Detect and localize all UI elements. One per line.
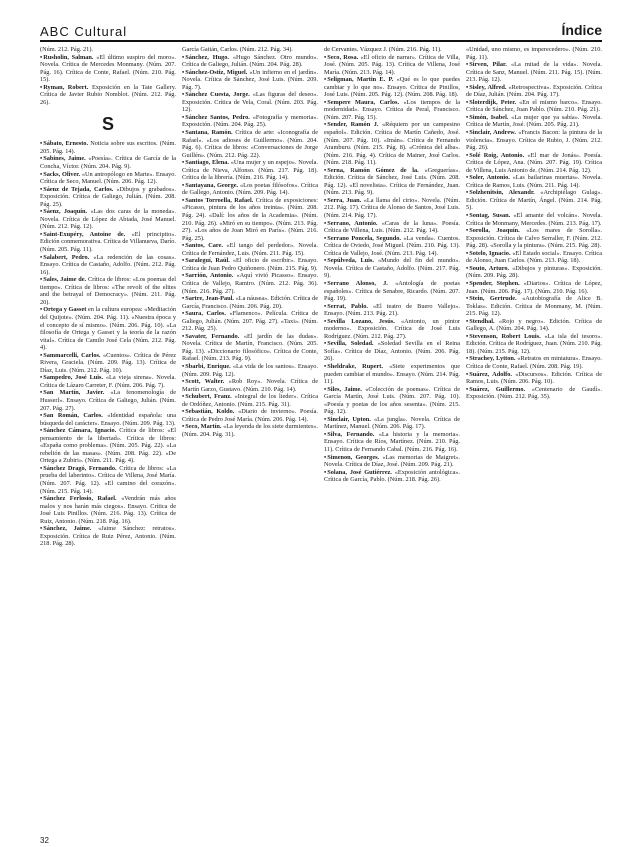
- entry-heading: Santos Torroella, Rafael.: [185, 196, 254, 204]
- index-entry: [40, 208, 176, 231]
- entry-heading: Saint-Exupéry, Antoine de.: [43, 230, 126, 238]
- entry-heading: Sisley, Alfred.: [469, 83, 507, 91]
- entry-heading: Simenon, Georges.: [327, 453, 380, 461]
- entry-text: «Archipiélago Gulag». Edición. Crítica de Martín, Ángel. (Núm. 214. Pág. 5).: [466, 189, 602, 212]
- entry-heading: Sloterdijk, Peter.: [469, 98, 517, 106]
- index-entry: [40, 84, 176, 107]
- entry-text: «Las memorias de Maigret». Novela. Crítica de Díaz, José. (Núm. 209. Pág. 21).: [324, 453, 460, 469]
- entry-heading: San Román, Carlos.: [43, 412, 103, 420]
- index-entry: [466, 386, 602, 401]
- entry-text: Crítica de libros: «El pensamiento de la libertad». Crítica de libros: «España como problema». (Núm. 205. Pág. 22). «La rebelión de las masas». (Núm. 208. Pág. 22). «De Ortega a Zubiri». (Núm. 211. Pág. 4).: [40, 427, 176, 465]
- entry-text: «Dibujos y pinturas». Exposición. (Núm. 209. Pág. 28).: [466, 264, 602, 280]
- index-entry: [466, 174, 602, 189]
- entry-text: «Dibujos y grabados». Exposición. Crítica de Galiego, Julián. (Núm. 208. Pág. 25).: [40, 185, 176, 208]
- entry-text: «Francis Bacon: la pintura de la violencia». Ensayo. Crítica de Rubio, J. (Núm. 212. Pág. 26).: [466, 129, 602, 152]
- entry-text: «El último suspiro del moro». Novela. Crítica de Mercedes Monmany. (Núm. 207. Pág. 16). Crítica de Conte, Rafael. (Núm. 210. Pág. 15).: [40, 53, 176, 84]
- entry-text: «Qué es lo que puedes cambiar y lo que no». Ensayo. Crítica de Pinillos, José Luis. (Núm. 205. Pág. 12). (Núm. 208. Pág. 18).: [324, 76, 460, 99]
- index-entry: [40, 140, 176, 155]
- entry-heading: Santos, Care.: [185, 242, 223, 250]
- index-entry: [40, 352, 176, 375]
- entry-heading: Sáenz de Tejada, Carlos.: [43, 185, 114, 193]
- entry-heading: Sánchez Santos, Pedro.: [185, 113, 250, 121]
- entry-text: Crítica de libros: «Los poemas del tiempo». Crítica de libros: «The revolt of the elites and the betrayal of Democracy». (Núm. 211. Pág. 20).: [40, 276, 176, 306]
- entry-text: «Jaime Sánchez: retratos». Exposición. Crítica de Ruiz Pérez, Antonio. (Núm. 218. Pág. 28).: [40, 525, 176, 548]
- entry-text: Exposición en la Tate Gallery. Crítica de Javier Rubio Nomblot. (Núm. 212. Pág. 26).: [40, 83, 176, 106]
- index-column-3: [324, 46, 460, 832]
- index-entry: [182, 333, 318, 363]
- entry-text: García Gaitán, Carlos. (Núm. 212. Pág. 34).: [182, 46, 293, 53]
- entry-heading: Sánchez Dragó, Fernando.: [43, 464, 117, 472]
- entry-text: «Réquiem por un campesino español». Edición. Crítica de Martín Cañedo, José. (Núm. 207. Pág. 10). «Imán». Crítica de Fernando Aramburu. (Núm. 215. Pág. 8). «Crónica del alba». (Núm. 216. Pág. 4). Crítica de Mainer, José Carlos. (Núm. 218. Pág. 11).: [324, 121, 460, 167]
- index-entry: [324, 121, 460, 166]
- index-entry: [40, 231, 176, 254]
- entry-heading: Strachey, Lytton.: [469, 355, 516, 363]
- index-entry: [324, 54, 460, 77]
- entry-heading: Sampedro, José Luis.: [43, 374, 104, 382]
- header-rule: [40, 40, 602, 42]
- entry-heading: Sirven, Pilar.: [469, 61, 507, 69]
- entry-heading: Siles, Jaime.: [327, 385, 362, 393]
- index-entry: [182, 182, 318, 197]
- index-entry-continuation: [466, 46, 602, 61]
- entry-heading: Stevenson, Robert Louis.: [469, 332, 541, 340]
- index-entry: [466, 227, 602, 250]
- index-entry: [466, 61, 602, 84]
- index-entry: [466, 152, 602, 175]
- entry-heading: Sender, Ramón J.: [327, 121, 379, 129]
- entry-heading: Sepúlveda, Luis.: [327, 257, 374, 265]
- entry-text: «Caras de la luna». Poesía. Crítica de Villena, Luis. (Núm. 212. Pág. 14).: [324, 219, 460, 235]
- index-entry: [40, 465, 176, 495]
- index-entry: [40, 525, 176, 548]
- entry-text: «Diario de invierno». Poesía. Crítica de Pedro José María. (Núm. 206. Pág. 14).: [182, 408, 318, 423]
- entry-text: «El oficio de narrar». Crítica de Villa, José. (Núm. 205. Pág. 13). Crítica de Villena, José María. (Núm. 213. Pág. 14).: [324, 53, 460, 76]
- entry-heading: Serra, Juan.: [327, 196, 362, 204]
- index-entry: [466, 129, 602, 152]
- entry-text: «La redención de las cosas». Ensayo. Crítica de Castaño, Adolfo. (Núm. 212. Pág. 16).: [40, 253, 176, 276]
- index-entry: [182, 197, 318, 242]
- index-entry: [466, 212, 602, 227]
- entry-text: «Integral de los lieder». Crítica de Ordóñez, Antonio. (Núm. 215. Pág. 31).: [182, 393, 318, 408]
- entry-heading: Simón, Isabel.: [469, 113, 509, 121]
- index-entry: [40, 495, 176, 525]
- entry-text: (Núm. 212. Pág. 21).: [40, 46, 93, 53]
- entry-text: «La leyenda de los siete durmientes». (Núm. 204. Pág. 31).: [182, 423, 318, 438]
- entry-heading: Seligman, Martin E. P.: [327, 76, 394, 84]
- index-entry: [324, 386, 460, 416]
- entry-text: «Fotografía y memoria». Exposición. (Núm. 204. Pág. 25).: [182, 113, 318, 129]
- entry-text: de Cervantes. Vázquez J. (Núm. 216. Pág. 11).: [324, 46, 442, 53]
- index-entry: [40, 306, 176, 351]
- entry-heading: Suárez, Adolfo.: [469, 370, 512, 378]
- entry-heading: Sartre, Jean-Paul.: [185, 295, 234, 303]
- index-entry: [40, 186, 176, 209]
- index-entry: [466, 355, 602, 370]
- entry-text: «La vieja sirena». Novela. Crítica de Lázaro Carreter, F. (Núm. 206. Pág. 7).: [40, 374, 176, 389]
- entry-heading: Sorolla, Joaquín.: [469, 227, 520, 235]
- index-columns: [40, 46, 602, 832]
- index-entry: [182, 129, 318, 159]
- entry-heading: Suárez, Guillermo.: [469, 385, 526, 393]
- index-entry: [182, 272, 318, 295]
- entry-text: «Diarios». Crítica de López, Juan. (Núm. 206. Pág. 17). (Núm. 210. Pág. 16).: [466, 279, 602, 295]
- index-entry: [324, 431, 460, 454]
- entry-text: «En el mismo barco». Ensayo. Crítica de Sánchez, Juan Pablo. (Núm. 210. Pág. 21).: [466, 98, 602, 114]
- entry-text: «La venda». Cuentos. Crítica de Oviedo, José Miguel. (Núm. 210. Pág. 13). Crítica de Vallejo, José. (Núm. 213. Pág. 14).: [324, 234, 460, 257]
- entry-heading: San Martín, Javier.: [43, 389, 105, 397]
- entry-heading: Souto, Arturo.: [469, 264, 510, 272]
- entry-heading: Stendhal.: [469, 317, 495, 325]
- entry-heading: Sevilla Lozano, Jesús.: [327, 317, 395, 325]
- index-entry: [40, 254, 176, 277]
- index-entry: [40, 374, 176, 389]
- entry-text: «Mundo del fin del mundo». Novela. Crítica de Castaño, Adolfo. (Núm. 217. Pág. 9).: [324, 257, 460, 280]
- entry-text: «Exposición antológica». Crítica de García, Pablo. (Núm. 218. Pág. 26).: [324, 468, 460, 484]
- index-entry: [324, 416, 460, 431]
- entry-text: «Greguerías». Edición. Crítica de Sánchez, José Luis. (Núm. 208. Pág. 12). «El novelista». Crítica de Fernández, Juan. (Núm. 213. Pág. 9).: [324, 166, 460, 197]
- index-title: Índice: [561, 22, 602, 38]
- entry-text: «Centenario de Gaudí». Exposición. (Núm. 212. Pág. 35).: [466, 385, 602, 401]
- entry-text: «Colección de poemas». Crítica de García Martín, José Luis. (Núm. 207. Pág. 10). «Poesía y poetas de los años sesenta». (Núm. 215. Pág. 12).: [324, 385, 460, 416]
- index-entry: [182, 363, 318, 378]
- entry-text: «Soledad Sevilla en el Reina Sofía». Crítica de Díaz, Antonio. (Núm. 206. Pág. 26).: [324, 340, 460, 363]
- entry-text: «Flamenco». Película. Crítica de Galiego, Julián. (Núm. 207. Pág. 27). «Taxi». (Núm. 212. Pág. 25).: [182, 310, 318, 333]
- entry-text: «La vida de los santos». Ensayo. (Núm. 209. Pág. 12).: [182, 362, 318, 378]
- entry-text: «Un antropólogo en Marte». Ensayo. Crítica de Seco, Manuel. (Núm. 206. Pág. 12).: [40, 170, 176, 186]
- page-header: [0, 0, 620, 40]
- entry-text: «La mitad de la vida». Novela. Crítica de Sanz, Manuel. (Núm. 211. Pág. 15). (Núm. 213. Pág. 12).: [466, 61, 602, 84]
- entry-text: «La isla del tesoro». Edición. Crítica de Rodríguez, Juan. (Núm. 210. Pág. 18). (Núm. 215. Pág. 12).: [466, 332, 602, 355]
- entry-heading: Seco, Rosa.: [327, 53, 359, 61]
- index-entry: [324, 454, 460, 469]
- entry-heading: Santiago, Elena.: [185, 159, 229, 167]
- index-entry: [324, 280, 460, 303]
- entry-text: «La mujer que ya sabía». Novela. Crítica de Martín, José. (Núm. 205. Pág. 21).: [466, 113, 602, 129]
- entry-text: Crítica de arte: «Iconografía de Rafael». «Los adioses de Guillermo». (Núm. 204. Pág. 6). Crítica de libros: «Conversaciones de Jorge Guillén». (Núm. 212. Pág. 22).: [182, 129, 318, 159]
- index-entry: [324, 197, 460, 220]
- entry-text: «Antología de poetas españoles». Crítica de Senabre, Ricardo. (Núm. 207. Pág. 19).: [324, 279, 460, 303]
- entry-text: «El mar de Jonás». Poesía. Crítica de López, Ana. (Núm. 207. Pág. 19). Crítica de Villena, Luis Antonio de. (Núm. 214. Pág. 12).: [466, 151, 602, 174]
- entry-heading: Solana, José Gutiérrez.: [327, 468, 392, 476]
- entry-heading: Serrano Alonso, J.: [327, 279, 388, 287]
- entry-heading: Savater, Fernando.: [185, 332, 240, 340]
- entry-heading: Soler, Antonio.: [469, 174, 510, 182]
- entry-heading: Silva, Fernando.: [327, 430, 375, 438]
- entry-text: «Retratos en miniatura». Ensayo. Crítica de Conte, Rafael. (Núm. 208. Pág. 19).: [466, 355, 602, 370]
- index-entry: [182, 159, 318, 182]
- index-entry: [466, 371, 602, 386]
- index-entry: [324, 303, 460, 318]
- entry-heading: Sempere Maura, Carlos.: [327, 98, 400, 106]
- index-entry: [324, 340, 460, 363]
- index-entry: [324, 76, 460, 99]
- entry-text: «Unidad, uno mismo, es imperecedero». (Núm. 210. Pág. 11).: [466, 46, 602, 61]
- entry-heading: Schubert, Franz.: [185, 393, 232, 401]
- entry-heading: Stein, Gertrude.: [469, 295, 517, 303]
- index-entry: [466, 99, 602, 114]
- entry-text: «La llama del cirio». Novela. (Núm. 212. Pág. 17). Crítica de Alonso de Santos, José Luis. (Núm. 214. Pág. 17).: [324, 196, 460, 220]
- index-entry: [40, 427, 176, 465]
- entry-text: «Identidad española: una búsqueda del carácter». Ensayo. (Núm. 209. Pág. 13).: [40, 412, 176, 427]
- index-entry: [324, 257, 460, 280]
- entry-heading: Santana, Ramón.: [185, 129, 233, 137]
- index-entry: [182, 91, 318, 114]
- entry-text: «Las dos caras de la moneda». Novela. Crítica de López de Abiada, José Manuel. (Núm. 212. Pág. 12).: [40, 208, 176, 231]
- entry-text: «Un infierno en el jardín». Novela. Crítica de Sánchez, José Luis. (Núm. 209. Pág. 7).: [182, 68, 318, 91]
- page-number: 32: [40, 836, 49, 845]
- entry-text: en la cultura europea: «Meditación del Quijote». (Núm. 204. Pág. 11). «Nuestra época y el concepto de sí mismo». (Núm. 206. Pág. 10). «La filosofía de Ortega y Gasset y la teoría de la razón vital». Crítica de Camilo José Cela (Núm. 212. Pág. 4).: [40, 306, 176, 352]
- entry-heading: Sáenz, Joaquín.: [43, 208, 88, 216]
- entry-heading: Sammarcelli, Carlos.: [43, 351, 101, 359]
- index-entry: [466, 84, 602, 99]
- entry-heading: Sheldrake, Rupert.: [327, 362, 383, 370]
- index-entry: [182, 295, 318, 310]
- entry-text: «Vendrán más años malos y nos harán más ciegos». Ensayo. Crítica de José Luis Pinillos. (Núm. 216. Pág. 13). Crítica de Ruiz, Antonio. (Núm. 218. Pág. 16).: [40, 495, 176, 525]
- index-entry: [466, 265, 602, 280]
- entry-heading: Serrano, Antonio.: [327, 219, 378, 227]
- index-column-2: [182, 46, 318, 832]
- entry-heading: Sánchez Ferlosio, Rafael.: [43, 495, 117, 503]
- entry-text: «La jungla». Novela. Crítica de Martínez, Manuel. (Núm. 206. Pág. 17).: [324, 415, 460, 431]
- index-entry: [324, 99, 460, 122]
- entry-text: «El oficio de escribir». Ensayo. Crítica de Juan Pedro Quiñonero. (Núm. 215. Pág. 9).: [182, 257, 318, 272]
- index-entry: [40, 54, 176, 84]
- entry-heading: Serrano Poncela, Segundo.: [327, 234, 401, 242]
- entry-text: «Los mares de Sorolla». Exposición. Crítica de Calvo Serraller, F. (Núm. 212. Pág. 28). «Sorolla y la pintura». (Núm. 215. Pág. 28).: [466, 227, 602, 250]
- entry-heading: Scott, Walter.: [185, 378, 225, 386]
- entry-heading: Seco, Martín.: [185, 423, 222, 431]
- entry-text: «El principito». Edición conmemorativa. Crítica de Villanueva, Darío. (Núm. 205. Pág. 11).: [40, 230, 176, 254]
- index-entry-continuation: [40, 46, 176, 54]
- index-entry: [324, 167, 460, 197]
- index-entry: [182, 393, 318, 408]
- index-entry: [466, 295, 602, 318]
- index-entry: [182, 54, 318, 69]
- entry-text: «Rob Roy». Novela. Crítica de Martín Garzo, Gustavo. (Núm. 210. Pág. 14).: [182, 378, 318, 393]
- entry-text: «Retrospectiva». Exposición. Crítica de Díaz, Julián. (Núm. 204. Pág. 17).: [466, 83, 602, 99]
- entry-heading: Saura, Carlos.: [185, 310, 226, 318]
- entry-text: «Las figuras del deseo». Exposición. Crítica de Vela, Coral. (Núm. 203. Pág. 12).: [182, 91, 318, 114]
- entry-text: «Rojo y negro». Edición. Crítica de Gallego, A. (Núm. 204. Pág. 14).: [466, 317, 602, 333]
- index-entry: [182, 423, 318, 438]
- entry-heading: Sebastián, Koldo.: [185, 408, 235, 416]
- section-letter: S: [101, 114, 114, 135]
- entry-text: «Las bailarinas muertas». Novela. Crítica de Ramos, Luis. (Núm. 211. Pág. 14).: [466, 174, 602, 189]
- index-entry: [40, 412, 176, 427]
- entry-heading: Sbarbi, Enrique.: [185, 362, 231, 370]
- entry-heading: Serrat, Pablo.: [327, 302, 368, 310]
- entry-text: «Aquí vivió Picasso». Ensayo. Crítica de Vallejo, Ramiro. (Núm. 212. Pág. 36). (Núm. 216. Pág. 27).: [182, 272, 318, 295]
- entry-text: «Una mujer y un espejo». Novela. Crítica de Nieva, Alfonso. (Núm. 217. Pág. 18). Crítica de la librería. (Núm. 216. Pág. 14).: [182, 159, 318, 182]
- entry-heading: Solzhenitsin, Alexandr.: [469, 189, 535, 197]
- index-entry: [40, 276, 176, 306]
- index-entry: [182, 378, 318, 393]
- entry-text: «El jardín de las dudas». Novela. Crítica de Martín, Francisco. (Núm. 205. Pág. 13). «Diccionario filosófico». Crítica de Conte, Rafael. (Núm. 213. Pág. 9).: [182, 332, 318, 363]
- entry-text: «Antonio, un pintor moderno». Exposición. Crítica de José Luis Rodríguez. (Núm. 212. Pág. 27).: [324, 317, 460, 340]
- entry-heading: Sábato, Ernesto.: [43, 140, 89, 148]
- index-entry: [466, 318, 602, 333]
- entry-text: «El Estado social». Ensayo. Crítica de Alonso, Juan Carlos. (Núm. 213. Pág. 18).: [466, 249, 602, 265]
- index-entry: [466, 189, 602, 212]
- entry-text: Crítica de libros: «La prueba del laberinto». Crítica de Villena, José María. (Núm. 207. Pág. 12). «El camino del corazón». (Núm. 215. Pág. 14).: [40, 464, 176, 495]
- index-entry: [182, 257, 318, 272]
- index-entry: [182, 310, 318, 333]
- entry-text: «Los poetas filósofos». Crítica de Gallego, Antonio. (Núm. 209. Pág. 14).: [182, 181, 318, 197]
- entry-heading: Sevilla, Soledad.: [327, 340, 374, 348]
- index-entry: [324, 220, 460, 235]
- entry-heading: Sarrión, Antonio.: [185, 272, 234, 280]
- entry-text: «El tango del perdedor». Novela. Crítica de Fernández, Luis. (Núm. 211. Pág. 15).: [182, 242, 318, 257]
- entry-heading: Sinclair, Andrew.: [469, 129, 516, 137]
- entry-text: «Poesía». Crítica de García de la Concha, Víctor. (Núm. 204. Pág. 9).: [40, 155, 176, 171]
- entry-heading: Santayana, George.: [185, 181, 239, 189]
- entry-text: Crítica de exposiciones: «Picasso, pintura de los años treinta». (Núm. 208. Pág. 24). «Dalí: los años de la Academia». (Núm. 210. Pág. 26). «Miró en su tiempo». (Núm. 213. Pág. 27). «Los años de Joan Miró en París». (Núm. 216. Pág. 25).: [182, 196, 318, 242]
- entry-text: «Autobiografía de Alice B. Toklas». Edición. Crítica de Monmany, M. (Núm. 215. Pág. 12).: [466, 295, 602, 318]
- index-entry: [182, 242, 318, 257]
- entry-heading: Solé Roig, Antonio.: [469, 151, 525, 159]
- entry-heading: Ortega y Gasset: [43, 306, 87, 314]
- entry-heading: Sabines, Jaime.: [43, 155, 86, 163]
- index-entry: [324, 235, 460, 258]
- entry-text: «Siete experimentos que pueden cambiar el mundo». Ensayo. (Núm. 214. Pág. 11).: [324, 362, 460, 386]
- entry-heading: Salabert, Pedro.: [43, 253, 90, 261]
- index-entry: [466, 333, 602, 356]
- index-entry: [324, 318, 460, 341]
- entry-text: «El teatro de Buero Vallejo». Ensayo. (Núm. 213. Pág. 21).: [324, 302, 460, 318]
- index-entry: [324, 363, 460, 386]
- entry-heading: Sánchez-Ostiz, Miguel.: [185, 68, 248, 76]
- index-entry: [182, 408, 318, 423]
- entry-heading: Saraleguí, Raúl.: [185, 257, 230, 265]
- section-title: ABC Cultural: [40, 24, 128, 39]
- entry-text: Noticia sobre sus escritos. (Núm. 205. Pág. 14).: [40, 140, 176, 155]
- entry-text: «La historia y la memoria». Ensayo. Crítica de Ríos, Martínez. (Núm. 210. Pág. 11). Crítica de Fernando Cabal. (Núm. 216. Pág. 16).: [324, 430, 460, 453]
- entry-heading: Sinclair, Upton.: [327, 415, 371, 423]
- index-entry-continuation: [182, 46, 318, 54]
- entry-heading: Sánchez, Jaime.: [43, 525, 92, 533]
- index-entry: [182, 114, 318, 129]
- entry-heading: Sacks, Oliver.: [43, 170, 81, 178]
- entry-heading: Sales, Jaime de.: [43, 276, 87, 284]
- index-entry: [466, 280, 602, 295]
- index-entry: [466, 114, 602, 129]
- index-column-4: [466, 46, 602, 832]
- index-entry: [40, 171, 176, 186]
- index-entry-continuation: [324, 46, 460, 54]
- entry-text: «La náusea». Edición. Crítica de García, Francisco. (Núm. 206. Pág. 20).: [182, 295, 318, 310]
- index-column-1: [40, 46, 176, 832]
- entry-text: «Cuentos». Crítica de Pérez Rivera, Graciela. (Núm. 209. Pág. 13). Crítica de Díaz, Luis. (Núm. 212. Pág. 10).: [40, 351, 176, 374]
- index-entry: [40, 155, 176, 170]
- entry-text: «Los tiempos de la modernidad». Ensayo. Crítica de Peral, Francisco. (Núm. 207. Pág. 15).: [324, 98, 460, 121]
- entry-heading: Sotelo, Ignacio.: [469, 249, 511, 257]
- entry-heading: Sánchez Cuesta, Jorge.: [185, 91, 250, 99]
- entry-heading: Spender, Stephen.: [469, 279, 520, 287]
- entry-text: «La fenomenología de Husserl». Ensayo. Crítica de Galiego, Julián. (Núm. 207. Pág. 27).: [40, 389, 176, 412]
- index-entry: [324, 469, 460, 484]
- entry-heading: Serna, Ramón Gómez de la.: [327, 166, 419, 174]
- entry-text: «El amante del volcán». Novela. Crítica de Monmany, Mercedes. (Núm. 213. Pág. 17).: [466, 212, 602, 227]
- entry-text: «Hugo Sánchez. Otro mundo». Crítica de Galiego, Julián. (Núm. 204. Pág. 28).: [182, 53, 318, 69]
- entry-heading: Sánchez Cámara, Ignacio.: [43, 427, 117, 435]
- index-entry: [40, 389, 176, 412]
- entry-text: «Discursos». Edición. Crítica de Ramos, Luis. (Núm. 206. Pág. 10).: [466, 370, 602, 386]
- index-entry: [466, 250, 602, 265]
- index-entry: [182, 69, 318, 92]
- entry-heading: Ryman, Robert.: [43, 83, 89, 91]
- entry-heading: Sontag, Susan.: [469, 212, 511, 220]
- entry-heading: Rusholin, Salman.: [43, 53, 94, 61]
- entry-heading: Sánchez, Hugo.: [185, 53, 229, 61]
